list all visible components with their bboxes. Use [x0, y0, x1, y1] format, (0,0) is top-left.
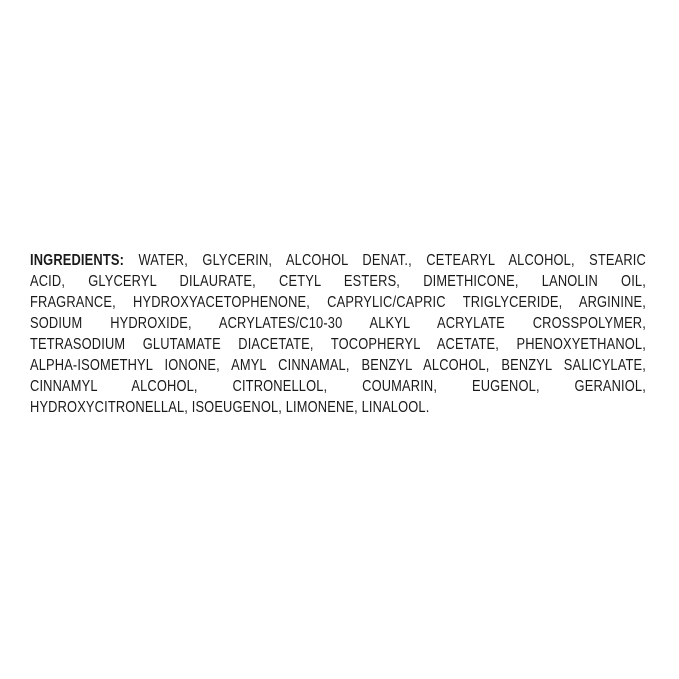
ingredients-line-text: FRAGRANCE, HYDROXYACETOPHENONE, CAPRYLIC/CAPRIC TRIGLYCERIDE, ARGININE,: [30, 294, 646, 311]
ingredients-heading: INGREDIENTS:: [30, 252, 125, 269]
ingredients-line-text: HYDROXYCITRONELLAL, ISOEUGENOL, LIMONENE, LINALOOL.: [30, 399, 430, 416]
ingredients-line-text: TETRASODIUM GLUTAMATE DIACETATE, TOCOPHERYL ACETATE, PHENOXYETHANOL,: [30, 336, 646, 353]
ingredients-line: [30, 355, 646, 376]
ingredients-line-last: [30, 397, 646, 418]
ingredients-line: [30, 271, 646, 292]
ingredients-line: [30, 376, 646, 397]
ingredients-line-text: SODIUM HYDROXIDE, ACRYLATES/C10-30 ALKYL ACRYLATE CROSSPOLYMER,: [30, 315, 646, 332]
ingredients-line-text: WATER, GLYCERIN, ALCOHOL DENAT., CETEARYL ALCOHOL, STEARIC: [124, 252, 646, 269]
ingredients-line: [30, 292, 646, 313]
ingredients-line: [30, 313, 646, 334]
ingredients-line-text: ALPHA-ISOMETHYL IONONE, AMYL CINNAMAL, BENZYL ALCOHOL, BENZYL SALICYLATE,: [30, 357, 646, 374]
ingredients-line-text: CINNAMYL ALCOHOL, CITRONELLOL, COUMARIN, EUGENOL, GERANIOL,: [30, 378, 646, 395]
ingredients-line: [30, 334, 646, 355]
ingredients-label: [30, 250, 646, 418]
ingredients-line: [30, 250, 646, 271]
ingredients-line-text: ACID, GLYCERYL DILAURATE, CETYL ESTERS, DIMETHICONE, LANOLIN OIL,: [30, 273, 646, 290]
